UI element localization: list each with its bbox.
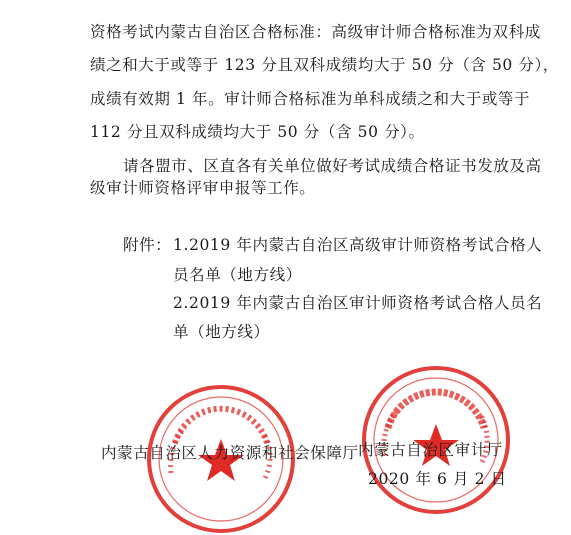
attachment-2-line-2: 单（地方线） xyxy=(173,323,270,341)
attachments-label: 附件： xyxy=(123,236,172,254)
issuer-2: 内蒙古自治区审计厅 xyxy=(358,441,503,459)
issue-date: 2020 年 6 月 2 日 xyxy=(368,470,507,488)
body-line-2: 绩之和大于或等于 123 分且双科成绩均大于 50 分（含 50 分）， xyxy=(90,56,559,74)
attachment-1-line-1: 1.2019 年内蒙古自治区高级审计师资格考试合格人 xyxy=(173,236,543,254)
body-line-6: 级审计师资格评审申报等工作。 xyxy=(90,179,316,197)
body-line-3: 成绩有效期 1 年。审计师合格标准为单科成绩之和大于或等于 xyxy=(90,90,531,108)
body-line-5: 请各盟市、区直各有关单位做好考试成绩合格证书发放及高 xyxy=(123,157,542,175)
attachment-2-line-1: 2.2019 年内蒙古自治区审计师资格考试合格人员名 xyxy=(173,294,543,312)
attachment-1-line-2: 员名单（地方线） xyxy=(173,266,302,284)
issuer-1: 内蒙古自治区人力资源和社会保障厅 xyxy=(101,444,359,462)
body-line-1: 资格考试内蒙古自治区合格标准：高级审计师合格标准为双科成 xyxy=(90,23,541,41)
body-line-4: 112 分且双科成绩均大于 50 分（含 50 分）。 xyxy=(90,123,425,141)
